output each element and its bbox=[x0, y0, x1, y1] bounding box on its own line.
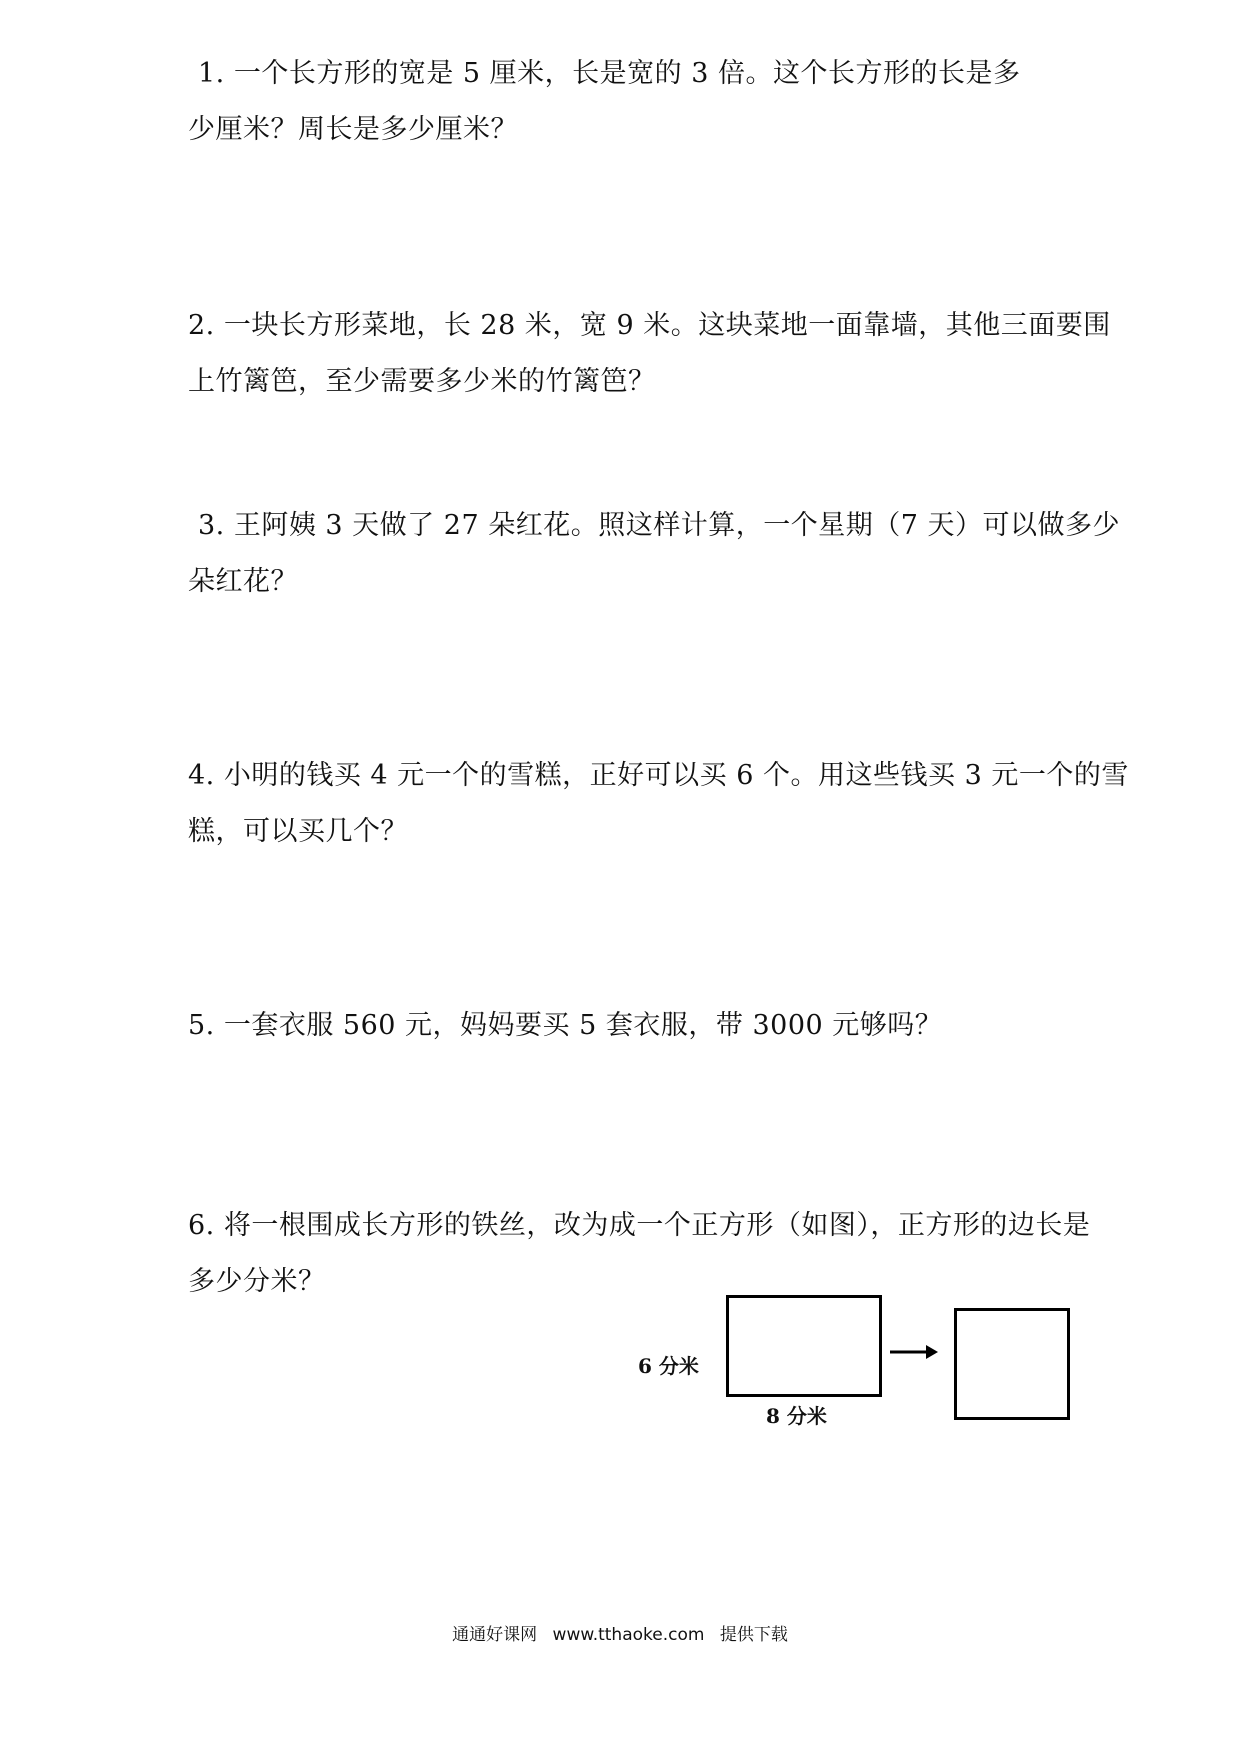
problem-6-line-1: 6. 将一根围成长方形的铁丝，改为成一个正方形（如图），正方形的边长是 bbox=[188, 1210, 1091, 1241]
problem-2-line-2: 上竹篱笆，至少需要多少米的竹篱笆？ bbox=[188, 366, 656, 397]
problem-5 bbox=[188, 998, 942, 1054]
problem-5-line-1: 5. 一套衣服 560 元，妈妈要买 5 套衣服，带 3000 元够吗？ bbox=[188, 1010, 943, 1041]
problem-1 bbox=[188, 46, 1021, 158]
problem-3 bbox=[188, 498, 1120, 610]
rectangle-width-label: 6 分米 bbox=[638, 1354, 699, 1378]
page-footer bbox=[0, 1620, 1240, 1645]
problem-3-line-1: 3. 王阿姨 3 天做了 27 朵红花。照这样计算，一个星期（7 天）可以做多少 bbox=[198, 510, 1120, 541]
footer-url[interactable]: www.tthaoke.com bbox=[552, 1625, 705, 1645]
problem-3-line-2: 朵红花？ bbox=[188, 566, 298, 597]
problem-1-line-2: 少厘米？周长是多少厘米？ bbox=[188, 114, 518, 145]
problem-2-line-1: 2. 一块长方形菜地，长 28 米，宽 9 米。这块菜地一面靠墙，其他三面要围 bbox=[188, 310, 1111, 341]
footer-suffix: 提供下载 bbox=[719, 1625, 788, 1645]
footer-site-name: 通通好课网 bbox=[452, 1625, 538, 1645]
rectangle-shape bbox=[726, 1295, 882, 1397]
rectangle-to-square-figure bbox=[620, 1290, 1090, 1440]
square-shape bbox=[954, 1308, 1070, 1420]
problem-2 bbox=[188, 298, 1111, 410]
problem-4-line-2: 糕，可以买几个？ bbox=[188, 816, 408, 847]
problem-4-line-1: 4. 小明的钱买 4 元一个的雪糕，正好可以买 6 个。用这些钱买 3 元一个的雪 bbox=[188, 760, 1129, 791]
right-arrow-icon bbox=[888, 1342, 940, 1362]
rectangle-length-label: 8 分米 bbox=[766, 1404, 827, 1428]
problem-6-line-2: 多少分米？ bbox=[188, 1266, 326, 1297]
problem-1-line-1: 1. 一个长方形的宽是 5 厘米，长是宽的 3 倍。这个长方形的长是多 bbox=[198, 58, 1021, 89]
problem-4 bbox=[188, 748, 1129, 860]
